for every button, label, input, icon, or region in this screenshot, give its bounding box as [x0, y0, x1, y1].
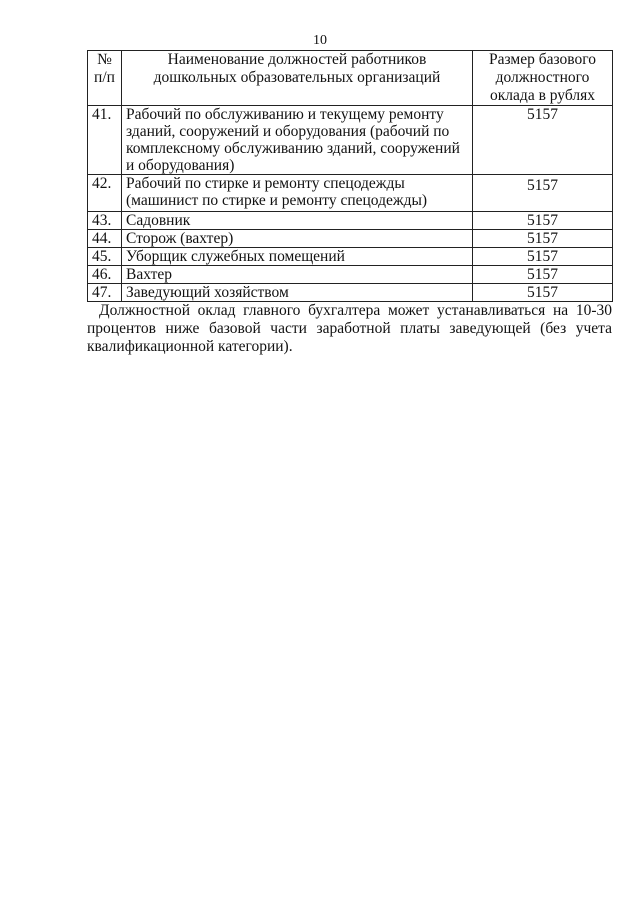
row-number: 47.: [88, 284, 122, 302]
header-position-name: Наименование должностей работников дошкольных образовательных организаций: [122, 51, 473, 106]
table-row: [88, 106, 613, 175]
row-number: 45.: [88, 248, 122, 266]
row-number: 41.: [88, 106, 122, 175]
row-position-name: Вахтер: [122, 266, 473, 284]
row-number: 46.: [88, 266, 122, 284]
header-number: № п/п: [88, 51, 122, 106]
row-salary-amount: 5157: [473, 284, 613, 302]
footnote-paragraph: Должностной оклад главного бухгалтера может устанавливаться на 10-30 процентов ниже базовой части заработной платы заведующей (без учета квалификационной категории).: [87, 302, 612, 355]
row-salary-amount: 5157: [473, 248, 613, 266]
row-number: 44.: [88, 230, 122, 248]
table-row: [88, 284, 613, 302]
table-row: [88, 230, 613, 248]
row-salary-amount: 5157: [473, 266, 613, 284]
row-number: 42.: [88, 175, 122, 212]
row-salary-amount: 5157: [473, 175, 613, 212]
table-row: [88, 212, 613, 230]
row-position-name: Рабочий по стирке и ремонту спецодежды (машинист по стирке и ремонту спецодежды): [122, 175, 473, 212]
row-position-name: Сторож (вахтер): [122, 230, 473, 248]
table-row: [88, 266, 613, 284]
header-salary-amount: Размер базового должностного оклада в рублях: [473, 51, 613, 106]
table-header-row: [88, 51, 613, 106]
row-position-name: Рабочий по обслуживанию и текущему ремонту зданий, сооружений и оборудования (рабочий по комплексному обслуживанию зданий, сооружений и оборудования): [122, 106, 473, 175]
row-position-name: Уборщик служебных помещений: [122, 248, 473, 266]
row-number: 43.: [88, 212, 122, 230]
page-number: 10: [313, 33, 327, 48]
table-row: [88, 175, 613, 212]
row-salary-amount: 5157: [473, 212, 613, 230]
row-salary-amount: 5157: [473, 106, 613, 175]
salary-table: [87, 50, 613, 302]
row-salary-amount: 5157: [473, 230, 613, 248]
row-position-name: Заведующий хозяйством: [122, 284, 473, 302]
table-row: [88, 248, 613, 266]
row-position-name: Садовник: [122, 212, 473, 230]
